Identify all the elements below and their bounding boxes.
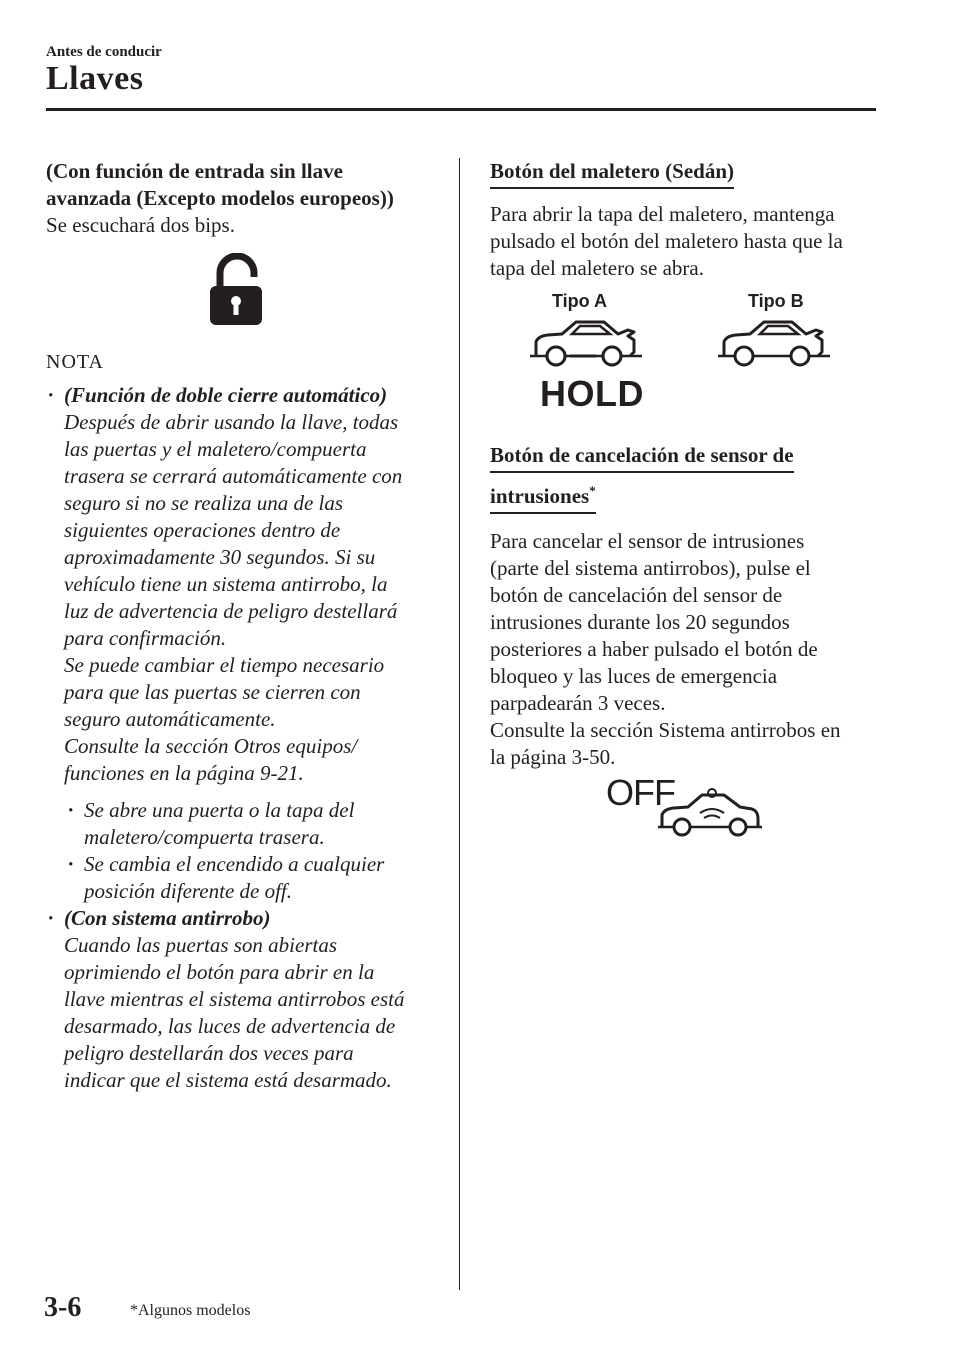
footnote: *Algunos modelos <box>130 1302 251 1319</box>
left-heading-line-1: (Con función de entrada sin llave <box>46 159 343 183</box>
intrusion-paragraph-line: (parte del sistema antirrobos), pulse el <box>490 556 811 580</box>
sub-bullet-line: maletero/compuerta trasera. <box>84 825 325 849</box>
left-heading-line-2: avanzada (Excepto modelos europeos)) <box>46 186 394 210</box>
car-trunk-open-icon <box>530 314 642 376</box>
sub-bullet-line: · Se abre una puerta o la tapa del <box>84 798 355 822</box>
intrusion-paragraph-line: parpadearán 3 veces. <box>490 691 666 715</box>
chapter-title: Llaves <box>46 60 144 97</box>
sub-bullet-door-open <box>46 797 446 851</box>
car-intrusion-sensor-icon <box>658 787 762 845</box>
column-divider <box>459 158 460 1290</box>
car-trunk-open-icon <box>718 314 830 376</box>
sub-bullet-line: · Se cambia el encendido a cualquier <box>84 852 385 876</box>
trunk-paragraph-line: tapa del maletero se abra. <box>490 256 704 280</box>
intrusion-heading-line-2 <box>490 477 596 514</box>
trunk-paragraph-line: pulsado el botón del maletero hasta que la <box>490 229 843 253</box>
tipo-b-label: Tipo B <box>748 291 804 311</box>
bullet-auto-lock-line: vehículo tiene un sistema antirrobo, la <box>64 572 388 596</box>
page-number: 3-6 <box>44 1292 82 1323</box>
bullet-antitheft-line: oprimiendo el botón para abrir en la <box>64 960 375 984</box>
bullet-auto-lock-line: para que las puertas se cierren con <box>64 680 361 704</box>
intrusion-paragraph-line: la página 3-50. <box>490 745 616 769</box>
hold-label: HOLD <box>540 373 644 414</box>
bullet-auto-lock-title: · (Función de doble cierre automático) <box>64 383 388 407</box>
bullet-antitheft-line: peligro destellarán dos veces para <box>64 1041 354 1065</box>
nota-label: NOTA <box>46 351 104 373</box>
intrusion-paragraph-line: botón de cancelación del sensor de <box>490 583 783 607</box>
header-rule <box>46 108 876 111</box>
bullet-auto-lock-line: Después de abrir usando la llave, todas <box>64 410 399 434</box>
bullet-auto-lock-line: las puertas y el maletero/compuerta <box>64 437 367 461</box>
bullet-antitheft-line: llave mientras el sistema antirrobos está <box>64 987 405 1011</box>
bullet-auto-lock-line: luz de advertencia de peligro destellará <box>64 599 398 623</box>
bullet-auto-lock-line: funciones en la página 9-21. <box>64 761 304 785</box>
sub-bullet-ignition <box>46 851 446 905</box>
off-label: OFF <box>606 772 675 813</box>
bullet-auto-lock <box>46 382 446 787</box>
bullet-auto-lock-line: seguro si no se realiza una de las <box>64 491 344 515</box>
sub-bullet-line: posición diferente de off. <box>84 879 293 903</box>
bullet-auto-lock-line: Consulte la sección Otros equipos/ <box>64 734 358 758</box>
intrusion-heading-line-1: Botón de cancelación de sensor de <box>490 442 794 473</box>
intrusion-cancel-figure <box>490 772 890 849</box>
bullet-auto-lock-line: Se puede cambiar el tiempo necesario <box>64 653 385 677</box>
bullet-antitheft-line: indicar que el sistema está desarmado. <box>64 1068 392 1092</box>
intrusion-paragraph-line: posteriores a haber pulsado el botón de <box>490 637 818 661</box>
unlock-padlock-icon <box>208 253 266 327</box>
bullet-auto-lock-line: trasera se cerrará automáticamente con <box>64 464 403 488</box>
trunk-button-heading: Botón del maletero (Sedán) <box>490 158 734 189</box>
bullet-auto-lock-line: aproximadamente 30 segundos. Si su <box>64 545 376 569</box>
footnote-marker: * <box>589 483 596 498</box>
tipo-a-label: Tipo A <box>552 291 607 311</box>
bullet-auto-lock-line: seguro automáticamente. <box>64 707 276 731</box>
intrusion-paragraph-line: Consulte la sección Sistema antirrobos en <box>490 718 841 742</box>
bullet-auto-lock-line: siguientes operaciones dentro de <box>64 518 341 542</box>
intro-text: Se escuchará dos bips. <box>46 213 235 237</box>
intrusion-paragraph-line: bloqueo y las luces de emergencia <box>490 664 778 688</box>
bullet-antitheft-title: · (Con sistema antirrobo) <box>64 906 271 930</box>
trunk-paragraph-line: Para abrir la tapa del maletero, mantenga <box>490 202 835 226</box>
intrusion-paragraph-line: Para cancelar el sensor de intrusiones <box>490 529 805 553</box>
bullet-antitheft <box>46 905 446 1094</box>
intrusion-heading-text: intrusiones <box>490 484 590 508</box>
intrusion-paragraph-line: intrusiones durante los 20 segundos <box>490 610 790 634</box>
bullet-antitheft-line: desarmado, las luces de advertencia de <box>64 1014 396 1038</box>
bullet-auto-lock-line: para confirmación. <box>64 626 227 650</box>
left-heading <box>46 158 446 212</box>
bullet-antitheft-line: Cuando las puertas son abiertas <box>64 933 338 957</box>
section-label: Antes de conducir <box>46 44 162 60</box>
left-column <box>46 158 446 1094</box>
trunk-button-figure <box>490 288 890 430</box>
right-column <box>490 158 890 849</box>
